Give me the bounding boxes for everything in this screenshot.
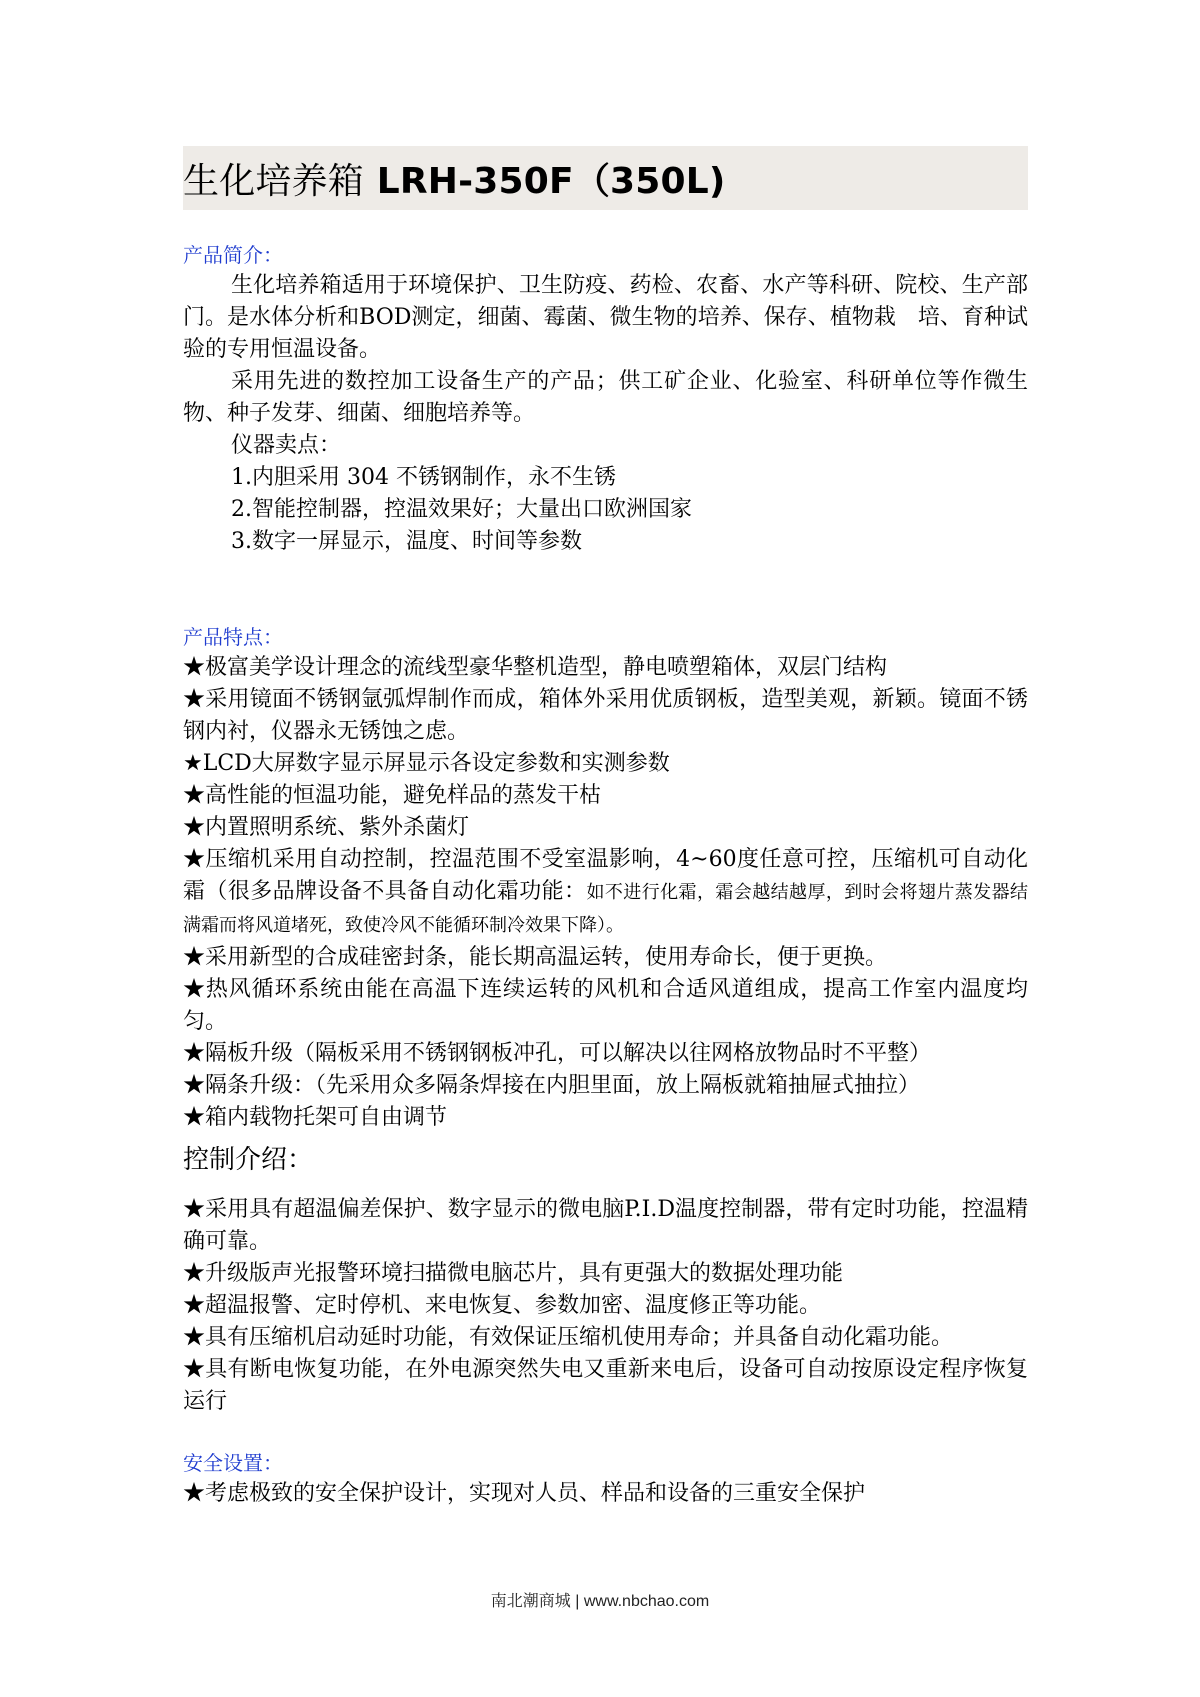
feature-item: ★LCD大屏数字显示屏显示各设定参数和实测参数 (183, 751, 670, 776)
intro-paragraph-1: 生化培养箱适用于环境保护、卫生防疫、药检、农畜、水产等科研、院校、生产部门。是水体分析和BOD测定，细菌、霉菌、微生物的培养、保存、植物栽 培、育种试验的专用恒温设备。 (183, 273, 1028, 362)
footer-url-link[interactable]: www.nbchao.com (583, 1593, 710, 1610)
feature-item: ★采用新型的合成硅密封条，能长期高温运转，使用寿命长，便于更换。 (183, 945, 888, 970)
control-item: ★超温报警、定时停机、来电恢复、参数加密、温度修正等功能。 (183, 1293, 822, 1318)
feature-item: ★隔条升级：（先采用众多隔条焊接在内胆里面，放上隔板就箱抽屉式抽拉） (183, 1073, 921, 1098)
feature-item: ★极富美学设计理念的流线型豪华整机造型，静电喷塑箱体，双层门结构 (183, 655, 888, 680)
control-heading: 控制介绍： (183, 1145, 314, 1175)
feature-item-compressor (183, 844, 1028, 942)
control-item: ★采用具有超温偏差保护、数字显示的微电脑P.I.D温度控制器，带有定时功能，控温精确可靠。 (183, 1197, 1028, 1254)
footer-site-name: 南北潮商城 (490, 1591, 571, 1610)
feature-item: ★箱内载物托架可自由调节 (183, 1105, 448, 1130)
safety-heading: 安全设置： (183, 1451, 283, 1475)
footer (0, 1588, 1200, 1611)
title-bar (183, 146, 1028, 210)
control-item: ★升级版声光报警环境扫描微电脑芯片，具有更强大的数据处理功能 (183, 1261, 844, 1286)
intro-heading: 产品简介： (183, 243, 283, 267)
compressor-main-text: ★压缩机采用自动控制，控温范围不受室温影响，4~60度任意可控，压缩机可自动化霜（很多品牌设备不具备自动化霜功能： (183, 847, 1028, 904)
selling-points-title: 仪器卖点： (231, 433, 342, 458)
title-model: LRH-350F（350L) (364, 160, 726, 202)
control-item: ★具有断电恢复功能，在外电源突然失电又重新来电后，设备可自动按原设定程序恢复运行 (183, 1357, 1028, 1414)
safety-item: ★考虑极致的安全保护设计，实现对人员、样品和设备的三重安全保护 (183, 1481, 866, 1506)
intro-paragraph-2: 采用先进的数控加工设备生产的产品；供工矿企业、化验室、科研单位等作微生物、种子发芽、细菌、细胞培养等。 (183, 369, 1028, 426)
page-title (183, 153, 726, 204)
feature-item: ★内置照明系统、紫外杀菌灯 (183, 815, 470, 840)
feature-item: ★隔板升级（隔板采用不锈钢钢板冲孔，可以解决以往网格放物品时不平整） (183, 1041, 932, 1066)
footer-separator: | (570, 1593, 584, 1610)
feature-item: ★高性能的恒温功能，避免样品的蒸发干枯 (183, 783, 602, 808)
selling-point: 2.智能控制器，控温效果好；大量出口欧洲国家 (231, 497, 692, 522)
feature-item: ★热风循环系统由能在高温下连续运转的风机和合适风道组成，提高工作室内温度均匀。 (183, 977, 1028, 1034)
title-chinese: 生化培养箱 (183, 160, 365, 202)
compressor-note-text: 如不进行化霜，霜会越结越厚，到时会将翅片蒸发器结满霜而将风道堵死，致使冷风不能循环制冷效果下降）。 (183, 882, 1028, 936)
feature-item: ★采用镜面不锈钢氩弧焊制作而成，箱体外采用优质钢板，造型美观，新颖。镜面不锈钢内衬，仪器永无锈蚀之虑。 (183, 687, 1028, 744)
selling-point: 3.数字一屏显示，温度、时间等参数 (231, 529, 582, 554)
control-item: ★具有压缩机启动延时功能，有效保证压缩机使用寿命；并具备自动化霜功能。 (183, 1325, 954, 1350)
document-page (183, 146, 1028, 1510)
features-heading: 产品特点： (183, 625, 283, 649)
selling-point: 1.内胆采用 304 不锈钢制作，永不生锈 (231, 465, 616, 490)
